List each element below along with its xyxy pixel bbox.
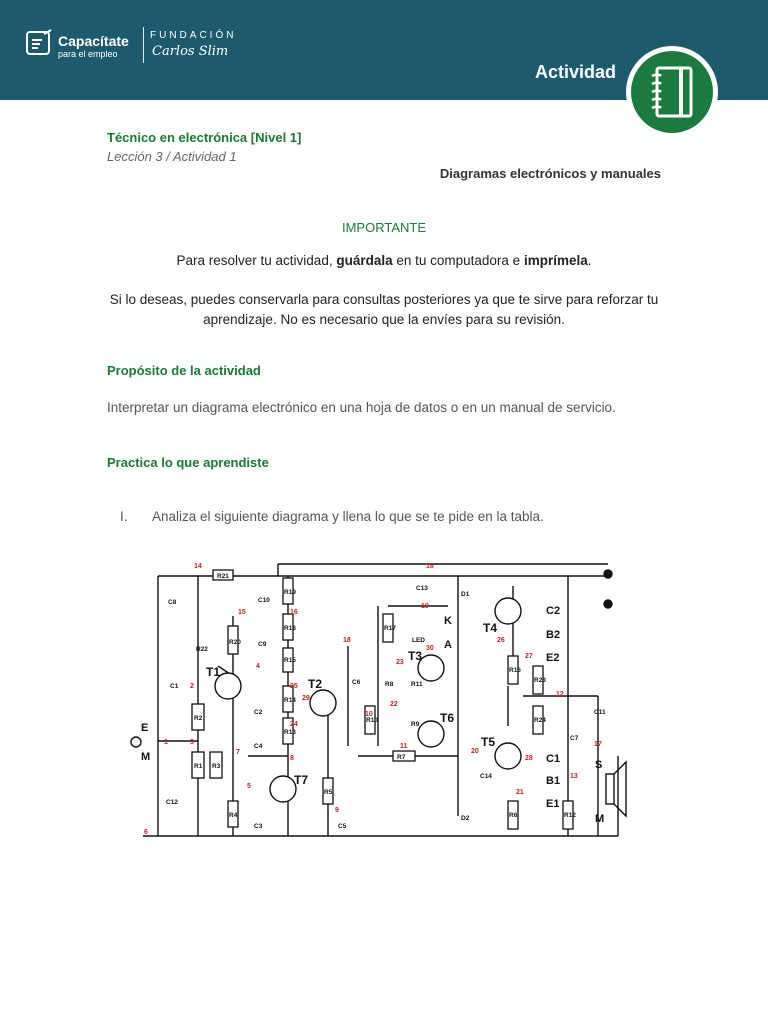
svg-text:20: 20: [471, 748, 479, 755]
svg-text:26: 26: [497, 637, 505, 644]
svg-text:17: 17: [594, 741, 602, 748]
svg-text:E1: E1: [546, 798, 560, 810]
svg-text:R17: R17: [384, 625, 396, 632]
svg-text:R20: R20: [229, 639, 241, 646]
svg-text:C13: C13: [416, 585, 428, 592]
svg-text:R22: R22: [196, 646, 208, 653]
svg-text:R15: R15: [284, 657, 296, 664]
note-paragraph: Si lo deseas, puedes conservarla para consultas posteriores ya que te sirve para reforzar tu aprendizaje. No es necesario que la envíes para su revisión.: [109, 292, 659, 327]
svg-text:3: 3: [190, 739, 194, 746]
svg-text:C3: C3: [254, 823, 263, 830]
activity-badge: [626, 46, 718, 138]
svg-text:21: 21: [516, 789, 524, 796]
svg-text:R11: R11: [411, 681, 423, 688]
lesson-subtitle: Lección 3 / Actividad 1: [107, 149, 237, 164]
svg-text:R4: R4: [229, 812, 238, 819]
svg-text:R1: R1: [194, 763, 203, 770]
svg-text:R5: R5: [324, 789, 333, 796]
svg-text:22: 22: [390, 701, 398, 708]
logo-separator: [143, 27, 144, 63]
svg-text:R6: R6: [509, 812, 518, 819]
svg-text:R2: R2: [194, 715, 203, 722]
svg-text:8: 8: [290, 755, 294, 762]
svg-text:11: 11: [400, 743, 408, 750]
item-text: Analiza el siguiente diagrama y llena lo que se te pide en la tabla.: [152, 509, 544, 524]
svg-text:29: 29: [302, 695, 310, 702]
svg-text:R24: R24: [534, 717, 546, 724]
svg-text:R12: R12: [564, 812, 576, 819]
section-title: Actividad: [534, 62, 616, 82]
svg-text:25: 25: [290, 683, 298, 690]
svg-text:C1: C1: [170, 683, 179, 690]
svg-text:6: 6: [144, 829, 148, 836]
svg-text:E: E: [141, 722, 149, 734]
svg-text:16: 16: [290, 609, 298, 616]
svg-text:R21: R21: [217, 573, 229, 580]
svg-text:C2: C2: [254, 709, 263, 716]
svg-text:15: 15: [238, 609, 246, 616]
svg-text:1: 1: [164, 739, 168, 746]
svg-text:23: 23: [396, 659, 404, 666]
svg-text:18: 18: [426, 563, 434, 570]
svg-text:M: M: [595, 813, 605, 825]
svg-text:C4: C4: [254, 743, 263, 750]
svg-text:10: 10: [365, 711, 373, 718]
svg-text:R10: R10: [366, 717, 378, 724]
svg-text:18: 18: [343, 637, 351, 644]
svg-text:D1: D1: [461, 591, 470, 598]
svg-text:C14: C14: [480, 773, 492, 780]
svg-text:R7: R7: [397, 754, 406, 761]
svg-text:S: S: [595, 759, 603, 771]
svg-text:LED: LED: [412, 637, 425, 644]
svg-text:4: 4: [256, 663, 260, 670]
svg-text:2: 2: [190, 683, 194, 690]
svg-text:9: 9: [335, 807, 339, 814]
instructions-paragraph: Para resolver tu actividad, guárdala en tu computadora e imprímela.: [176, 253, 592, 268]
svg-text:E2: E2: [546, 652, 560, 664]
svg-text:T3: T3: [408, 649, 423, 663]
svg-text:7: 7: [236, 749, 240, 756]
svg-text:C2: C2: [546, 605, 561, 617]
svg-text:R8: R8: [385, 681, 394, 688]
svg-text:K: K: [444, 615, 452, 627]
svg-text:A: A: [444, 639, 452, 651]
svg-text:R19: R19: [284, 589, 296, 596]
foundation-name: Carlos Slim: [152, 44, 229, 59]
svg-text:T4: T4: [483, 621, 498, 635]
svg-text:B2: B2: [546, 629, 561, 641]
svg-text:C7: C7: [570, 735, 579, 742]
subject-title: Diagramas electrónicos y manuales: [439, 166, 661, 181]
svg-text:R14: R14: [284, 697, 296, 704]
svg-text:14: 14: [194, 563, 202, 570]
svg-text:13: 13: [570, 773, 578, 780]
svg-text:C6: C6: [352, 679, 361, 686]
svg-text:R23: R23: [534, 677, 546, 684]
svg-text:R3: R3: [212, 763, 221, 770]
notebook-icon: [649, 66, 695, 118]
purpose-text: Interpretar un diagrama electrónico en una hoja de datos o en un manual de servicio.: [107, 400, 616, 415]
logo-sub-text: para el empleo: [58, 49, 118, 59]
svg-text:C8: C8: [168, 599, 177, 606]
svg-text:30: 30: [426, 645, 434, 652]
svg-text:D2: D2: [461, 815, 470, 822]
svg-text:T2: T2: [308, 677, 323, 691]
svg-text:R18: R18: [284, 625, 296, 632]
svg-text:C12: C12: [166, 799, 178, 806]
svg-text:19: 19: [421, 603, 429, 610]
svg-text:28: 28: [525, 755, 533, 762]
foundation-label: FUNDACIÓN: [150, 30, 237, 41]
practice-heading: Practica lo que aprendiste: [107, 455, 269, 470]
svg-text:R16: R16: [509, 667, 521, 674]
svg-text:5: 5: [247, 783, 251, 790]
purpose-heading: Propósito de la actividad: [107, 363, 261, 378]
svg-text:T1: T1: [206, 665, 221, 679]
svg-text:T7: T7: [294, 773, 309, 787]
svg-text:T5: T5: [481, 735, 496, 749]
svg-text:M: M: [141, 751, 151, 763]
svg-text:12: 12: [556, 691, 564, 698]
item-number: I.: [120, 509, 128, 524]
svg-text:R13: R13: [284, 729, 296, 736]
svg-text:C1: C1: [546, 753, 561, 765]
svg-text:24: 24: [290, 721, 298, 728]
important-heading: IMPORTANTE: [341, 220, 427, 235]
svg-text:T6: T6: [440, 711, 455, 725]
circuit-diagram: [128, 556, 628, 866]
capacitate-logo-icon: [24, 28, 54, 58]
svg-text:C10: C10: [258, 597, 270, 604]
svg-text:R9: R9: [411, 721, 420, 728]
svg-text:27: 27: [525, 653, 533, 660]
logo-main-text: Capacítate: [58, 33, 129, 49]
svg-text:C11: C11: [594, 709, 606, 716]
svg-text:C5: C5: [338, 823, 347, 830]
svg-text:C9: C9: [258, 641, 267, 648]
course-title: Técnico en electrónica [Nivel 1]: [107, 130, 302, 145]
svg-text:B1: B1: [546, 775, 561, 787]
